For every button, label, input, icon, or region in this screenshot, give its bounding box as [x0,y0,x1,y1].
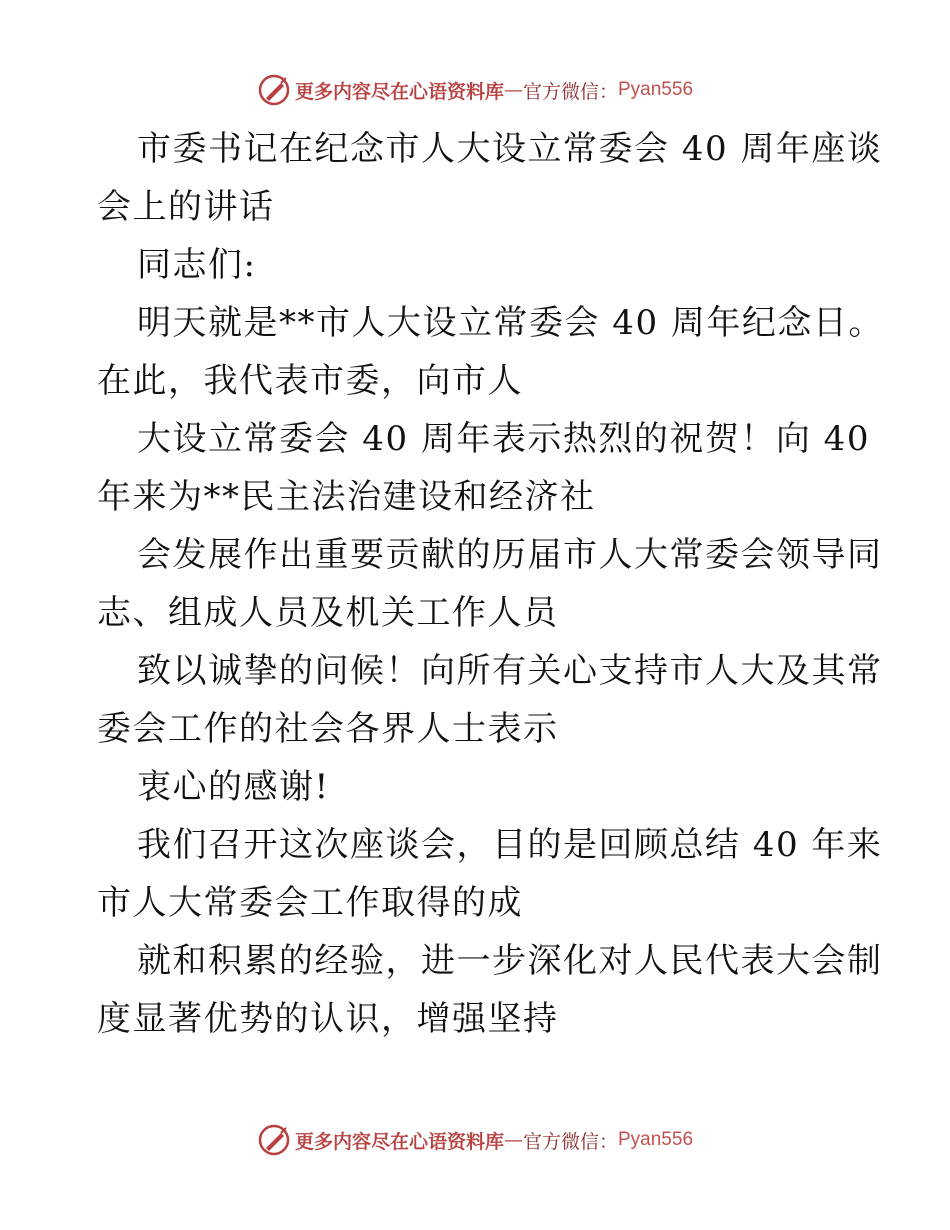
paragraph-line: 市人大常委会工作取得的成 [97,883,523,923]
footer-banner [0,1120,950,1160]
banner-wechat-id: Pyan556 [618,79,694,100]
banner-separator: — [503,79,523,101]
paragraph-line: 就和积累的经验，进一步深化对人民代表大会制 [137,941,883,981]
paragraph-line: 年来为**民主法治建设和经济社 [97,477,596,517]
banner-official-label: 官方微信： [522,1130,618,1153]
paragraph-line: 志、组成人员及机关工作人员 [97,593,559,633]
banner-brand-text: 更多内容尽在心语资料库 [294,1130,504,1153]
banner-wechat-id: Pyan556 [618,1129,694,1150]
paragraph-line: 在此，我代表市委，向市人 [97,361,523,401]
document-body [97,120,884,1048]
banner-separator: — [503,1129,523,1151]
paragraph-line: 委会工作的社会各界人士表示 [97,709,559,749]
title-line-2: 会上的讲话 [97,187,275,227]
paragraph-line: 度显著优势的认识，增强坚持 [97,999,559,1039]
quill-pen-logo-icon [257,73,291,107]
banner-official-label: 官方微信： [522,80,618,103]
quill-pen-logo-icon [257,1123,291,1157]
paragraph-line: 大设立常委会 40 周年表示热烈的祝贺！向 40 [137,419,870,459]
paragraph-line: 我们召开这次座谈会，目的是回顾总结 40 年来 [137,825,883,865]
paragraph-line: 会发展作出重要贡献的历届市人大常委会领导同 [137,535,883,575]
paragraph-line: 致以诚挚的问候！向所有关心支持市人大及其常 [137,651,883,691]
title-line-1: 市委书记在纪念市人大设立常委会 40 周年座谈 [137,129,883,169]
banner-brand-text: 更多内容尽在心语资料库 [294,80,504,103]
header-banner [0,70,950,110]
paragraph-line: 明天就是**市人大设立常委会 40 周年纪念日。 [137,303,884,343]
paragraph-line: 衷心的感谢! [137,767,330,807]
salutation: 同志们: [137,245,257,285]
